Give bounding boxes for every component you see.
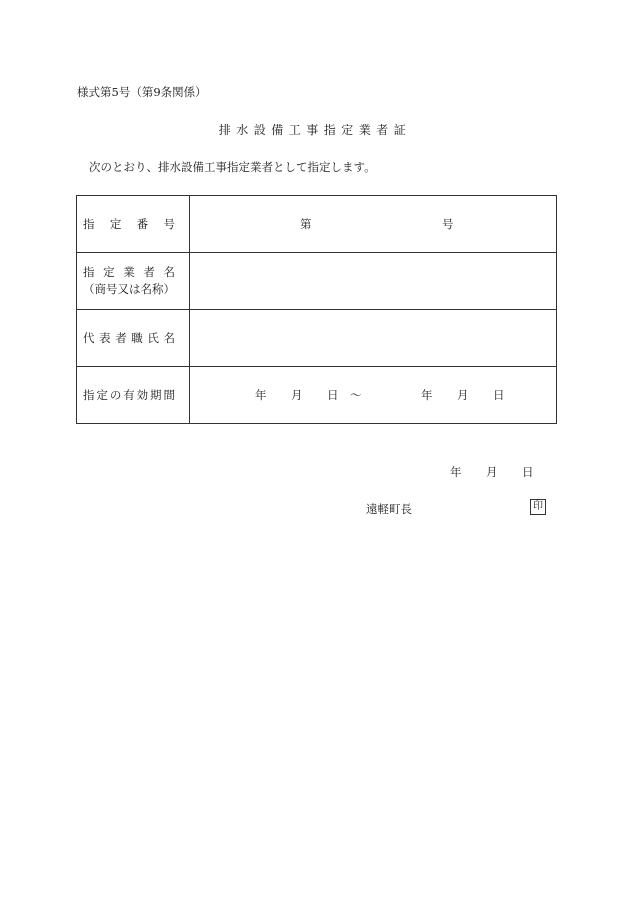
end-month-text: 月	[457, 388, 469, 402]
label-char: 効	[136, 387, 149, 402]
label-validity-period	[77, 367, 190, 424]
issuer-name: 遠軽町長	[366, 502, 412, 516]
label-char: 職	[131, 330, 143, 345]
label-char: 定	[109, 216, 122, 231]
label-char: 号	[163, 216, 175, 231]
label-company-sub: （商号又は名称）	[83, 282, 175, 296]
label-char: 期	[150, 387, 162, 402]
label-char: 定	[96, 387, 108, 402]
start-year-text: 年	[255, 388, 267, 402]
label-char: 氏	[147, 330, 159, 345]
row-validity-period	[77, 367, 557, 424]
start-day-text: 日	[327, 388, 339, 402]
label-char: 名	[163, 265, 175, 279]
label-char: 間	[163, 387, 175, 402]
certificate-table	[76, 195, 557, 424]
row-designation-number	[77, 196, 557, 253]
start-month-text: 月	[291, 388, 303, 402]
row-representative	[77, 310, 557, 367]
dai-text: 第	[300, 217, 312, 231]
label-char: 代	[83, 330, 95, 345]
label-char: 定	[103, 265, 115, 279]
issue-day-text: 日	[522, 465, 534, 479]
label-char: 業	[123, 265, 135, 279]
seal-mark: 印	[530, 499, 546, 515]
label-char: 有	[123, 387, 135, 402]
label-char: 名	[163, 330, 175, 345]
intro-text: 次のとおり、排水設備工事指定業者として指定します。	[89, 160, 376, 174]
row-company-name	[77, 253, 557, 310]
form-number: 様式第5号（第9条関係）	[77, 85, 207, 99]
label-designation-number	[77, 196, 190, 253]
label-representative	[77, 310, 190, 367]
value-company-name[interactable]	[190, 253, 557, 310]
go-text: 号	[442, 217, 454, 231]
end-day-text: 日	[493, 388, 505, 402]
value-validity-period[interactable]	[190, 367, 557, 424]
label-char: の	[109, 387, 122, 402]
value-designation-number[interactable]	[190, 196, 557, 253]
label-char: 指	[83, 387, 95, 402]
label-char: 者	[143, 265, 155, 279]
label-char: 番	[136, 216, 149, 231]
issue-year-text: 年	[450, 465, 462, 479]
issue-month-text: 月	[486, 465, 498, 479]
label-char: 者	[115, 330, 127, 345]
end-year-text: 年	[421, 388, 433, 402]
label-char: 表	[99, 330, 111, 345]
label-char: 指	[83, 265, 95, 279]
label-company-name	[77, 253, 190, 310]
range-tilde: 〜	[350, 388, 362, 402]
document-title: 排水設備工事指定業者証	[218, 123, 412, 137]
value-representative[interactable]	[190, 310, 557, 367]
label-char: 指	[83, 216, 95, 231]
